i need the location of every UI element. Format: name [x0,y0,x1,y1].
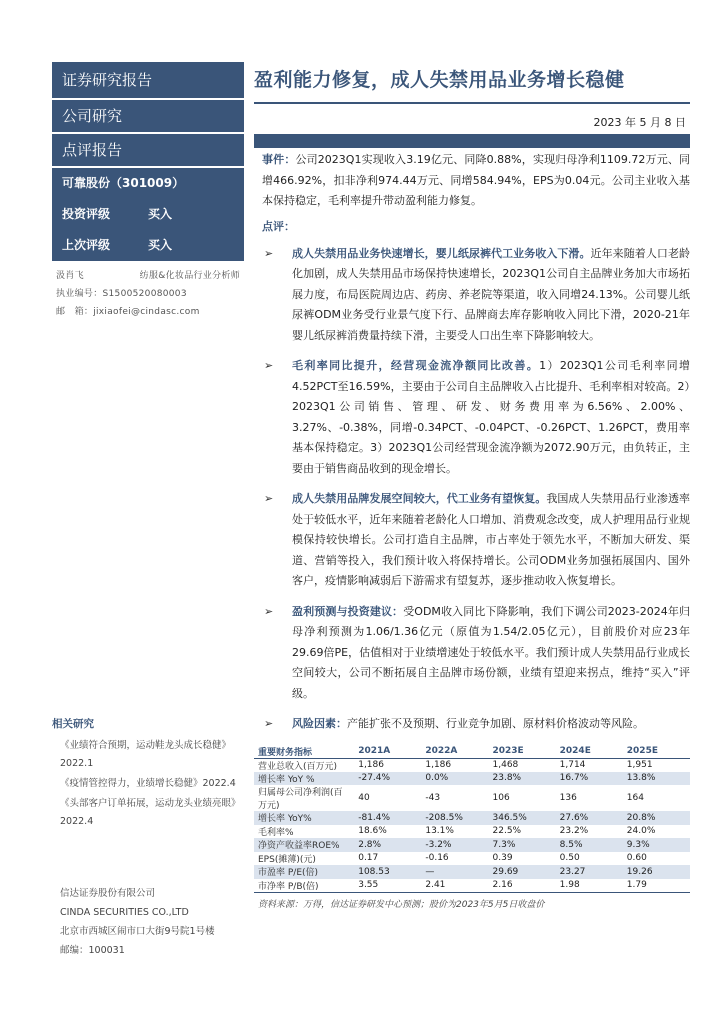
table-row [254,865,690,879]
table-cell: — [421,865,488,879]
table-row [254,838,690,852]
table-cell: 23.2% [559,826,589,837]
report-title: 盈利能力修复，成人失禁用品业务增长稳健 [254,69,625,91]
analyst-license: 执业编号：S1500520080003 [56,289,187,299]
related-item[interactable]: 《业绩符合预期，运动鞋龙头成长稳健》2022.1 [60,740,232,769]
table-row-label: 市净率 P/B(倍) [254,879,354,893]
table-cell: 7.3% [489,838,556,852]
report-date: 2023 年 5 月 8 日 [593,116,686,129]
table-cell: 1,186 [358,760,384,770]
table-cell: 3.55 [354,879,421,893]
table-header-row [254,745,690,759]
comment-heading: 点评： [262,219,295,233]
table-row-label: 归属母公司净利润(百万元) [258,788,343,811]
table-cell: 106 [492,793,510,803]
table-cell: 0.39 [492,853,513,864]
table-cell: 19.26 [623,865,690,879]
financial-table [254,745,690,893]
company-postcode: 邮编：100031 [60,945,125,956]
bullet-title: 成人失禁用品牌发展空间较大，代工业务有望恢复。 [292,492,547,505]
table-cell: 0.50 [559,853,580,864]
table-cell: 9.3% [623,838,690,852]
arrow-bullet-icon: ➢ [264,717,274,730]
bullet-title: 风险因素： [292,717,347,730]
prev-rating-value: 买入 [148,238,173,252]
review-type-tab: 点评报告 [52,134,244,166]
table-row [254,879,690,893]
analyst-info [52,267,244,321]
table-cell: 16.7% [556,772,623,786]
report-type-tab: 证券研究报告 [52,62,244,98]
table-cell: -27.4% [354,772,421,786]
table-row-label: 增长率 YoY% [254,811,354,825]
bullet-paragraph [254,489,690,592]
table-cell: 1,714 [559,760,586,770]
bullet-title: 毛利率同比提升，经营现金流净额同比改善。 [292,359,540,372]
analyst-title: 纺服&化妆品行业分析师 [139,271,240,281]
rating-label: 投资评级 [62,207,111,221]
stock-name: 可靠股份（301009） [62,176,185,190]
company-address: 北京市西城区闹市口大街9号院1号楼 [60,926,215,937]
table-cell: 1.98 [556,879,623,893]
arrow-bullet-icon: ➢ [264,604,274,618]
table-cell: 1.79 [623,879,690,893]
table-cell: 20.8% [623,811,690,825]
table-cell: 0.17 [358,853,379,864]
rating-row [62,205,236,222]
table-cell: 2.16 [489,879,556,893]
table-cell: 108.53 [354,865,421,879]
table-row-label: EPS(摊薄)(元) [258,854,316,865]
table-row [254,852,690,866]
table-row [254,758,690,772]
prev-rating-row [62,236,236,253]
table-cell: 1,951 [626,760,653,770]
bullet-paragraph [254,356,690,479]
table-row [254,772,690,786]
table-cell: 13.1% [425,826,454,837]
table-row [254,785,690,811]
table-cell: 29.69 [489,865,556,879]
sidebar [52,62,244,321]
table-header: 2024E [556,745,623,759]
company-name-en: CINDA SECURITIES CO.,LTD [60,907,189,918]
related-research [52,716,244,833]
table-body [254,758,690,892]
table-cell: -3.2% [421,838,488,852]
table-row [254,825,690,839]
title-divider [254,102,690,104]
table-header: 重要财务指标 [254,745,354,759]
table-source: 资料来源：万得，信达证券研发中心预测；股价为2023年5月5日收盘价 [258,899,545,910]
table-cell: 2.41 [421,879,488,893]
analyst-email[interactable]: 邮 箱：jixiaofei@cindasc.com [56,307,200,317]
related-item[interactable]: 《头部客户订单拓展，运动龙头业绩亮眼》2022.4 [60,798,241,827]
event-paragraph [254,150,690,212]
table-header: 2022A [421,745,488,759]
table-row [254,811,690,825]
table-cell: 23.8% [489,772,556,786]
company-info [60,884,252,960]
related-heading: 相关研究 [52,718,94,730]
table-cell: 22.5% [492,826,522,837]
research-type-tab: 公司研究 [52,100,244,132]
table-cell: 1,468 [492,760,519,770]
table-cell: 346.5% [489,811,556,825]
bullet-text: 受ODM收入同比下降影响，我们下调公司2023-2024年归母净利预测为1.06/1.36亿元（原值为1.54/2.05亿元），目前股价对应23年29.69倍PE，估值相对于业绩增速处于较低水平。我们预计成人失禁用品行业成长空间较大，公司不断拓展自主品牌市场份额，业绩有望迎来拐点，维持“买入”评级。 [292,604,691,700]
rating-value: 买入 [148,207,173,221]
event-text: 公司2023Q1实现收入3.19亿元、同降0.88%，实现归母净利1109.72万元、同增466.92%，扣非净利974.44万元、同增584.94%，EPS为0.04元。公司主业收入基本保持稳定，毛利率提升带动盈利能力修复。 [262,153,691,207]
event-label: 事件： [262,153,296,166]
rating-block [52,168,244,261]
table-cell: -81.4% [354,811,421,825]
table-cell: -0.16 [425,853,449,864]
table-cell: 13.8% [623,772,690,786]
bullet-text: 1）2023Q1公司毛利率同增4.52PCT至16.59%，主要由于公司自主品牌收入占比提升、毛利率相对较高。2）2023Q1公司销售、管理、研发、财务费用率为6.56%、2.00%、3.27%、-0.38%，同增-0.34PCT、-0.04PCT、-0.26PCT、1.26PCT，费用率基本保持稳定。3）2023Q1公司经营现金流净额为2072.90万元，由负转正，主要由于销售商品收到的现金增长。 [292,359,690,475]
table-cell: 27.6% [556,811,623,825]
table-row-label: 增长率 YoY % [254,772,354,786]
arrow-bullet-icon: ➢ [264,492,274,505]
table-cell: 0.60 [626,853,647,864]
table-cell: 0.0% [421,772,488,786]
bullet-title: 盈利预测与投资建议： [292,604,404,618]
date-divider [254,134,690,148]
table-header: 2023E [489,745,556,759]
table-cell: 40 [358,793,370,803]
main-content [254,62,690,910]
bullet-paragraph [254,714,690,735]
table-row-label: 市盈率 P/E(倍) [254,865,354,879]
bullet-text: 我国成人失禁用品行业渗透率处于较低水平，近年来随着老龄化人口增加、消费观念改变，成人护理用品行业规模保持较快增长。公司打造自主品牌，市占率处于领先水平，不断加大研发、渠道、营销等投入，我们预计收入将保持增长。公司ODM业务加强拓展国内、国外客户，疫情影响减弱后下游需求有望复苏，逐步推动收入恢复增长。 [292,492,690,587]
bullet-paragraph [254,602,690,705]
table-cell: -208.5% [421,811,488,825]
table-cell: 1,186 [425,760,452,770]
table-cell: 18.6% [358,826,387,837]
prev-rating-label: 上次评级 [62,238,111,252]
table-row-label: 净资产收益率ROE% [254,838,354,852]
table-header: 2021A [354,745,421,759]
arrow-bullet-icon: ➢ [264,246,274,260]
analyst-name-row [56,267,240,285]
bullet-paragraph [254,244,690,347]
table-row-label: 营业总收入(百万元) [258,761,338,772]
table-cell: 2.8% [354,838,421,852]
bullet-title: 成人失禁用品业务快速增长，婴儿纸尿裤代工业务收入下滑。 [292,246,591,260]
table-cell: 8.5% [556,838,623,852]
arrow-bullet-icon: ➢ [264,359,274,372]
table-row-label: 毛利率% [258,827,294,838]
table-cell: 24.0% [626,826,656,837]
bullet-text: 近年来随着人口老龄化加剧，成人失禁用品市场保持快速增长，2023Q1公司自主品牌业务加大市场拓展力度，布局医院周边店、药房、养老院等渠道，收入同增24.13%。公司婴儿纸尿裤ODM业务受行业景气度下行、品牌商去库存影响收入同比下滑，2020-21年婴儿纸尿裤消费量持续下滑，主要受人口出生率下降影响较大。 [292,246,691,342]
bullet-text: 产能扩张不及预期、行业竞争加剧、原材料价格波动等风险。 [347,717,644,730]
table-cell: 23.27 [556,865,623,879]
table-cell: 136 [559,793,577,803]
company-name-cn: 信达证券股份有限公司 [60,888,156,899]
table-header: 2025E [623,745,690,759]
table-cell: -43 [425,793,441,803]
related-item[interactable]: 《疫情管控得力，业绩增长稳健》2022.4 [60,778,236,789]
analyst-name: 汲肖飞 [56,271,84,281]
table-cell: 164 [626,793,644,803]
